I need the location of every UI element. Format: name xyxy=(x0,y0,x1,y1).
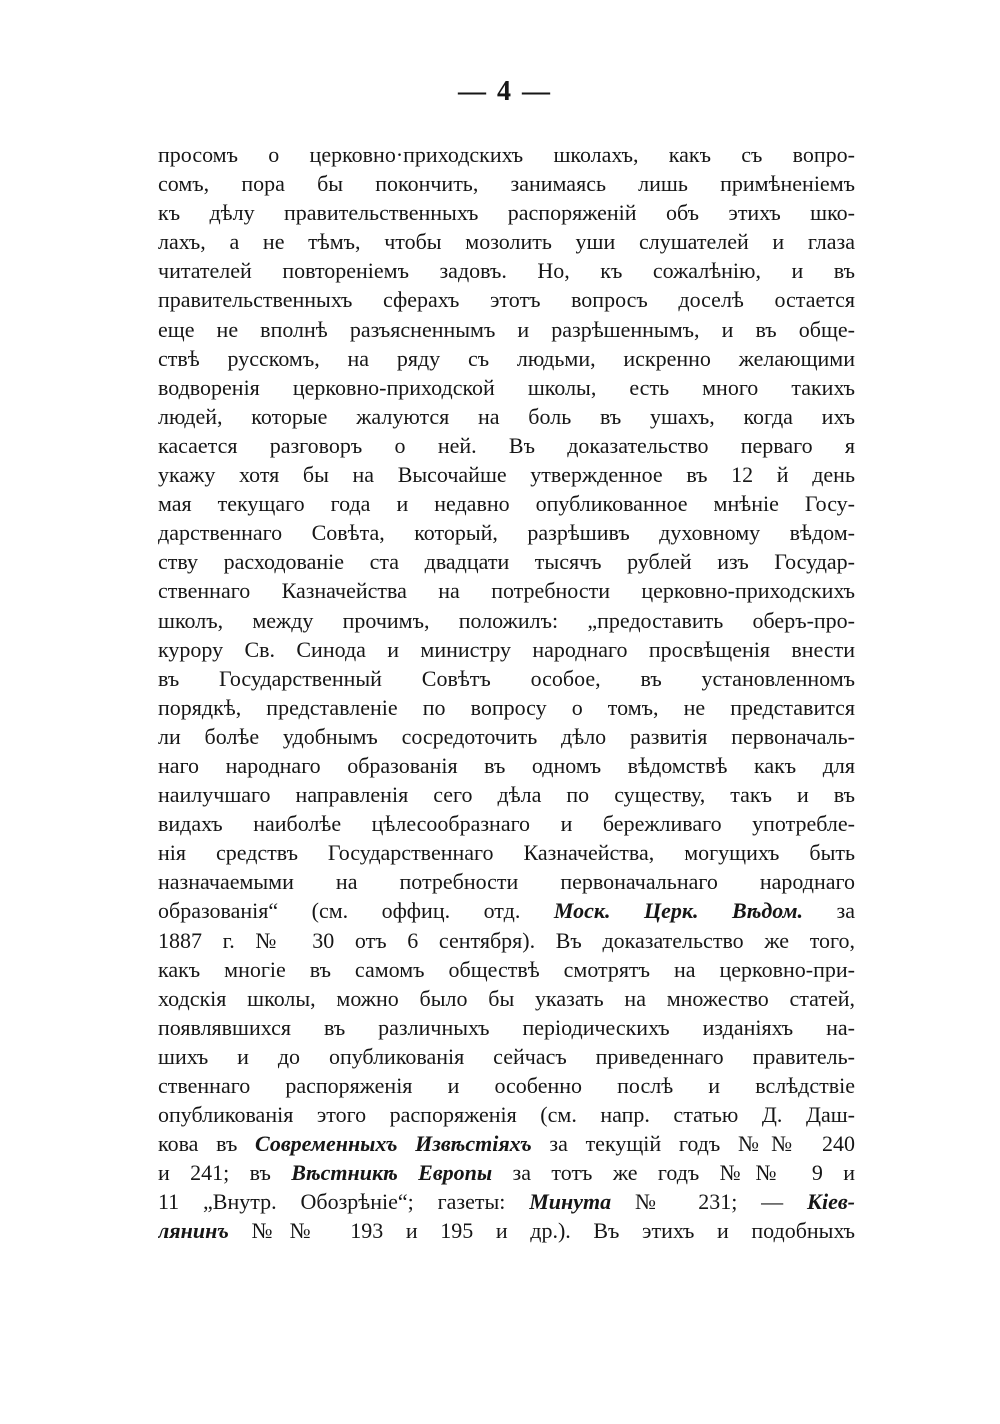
text-segment: читателей повтореніемъ задовъ. Но, къ сожалѣнію, и въ xyxy=(158,258,855,284)
text-line xyxy=(158,693,855,722)
text-segment: видахъ наиболѣе цѣлесообразнаго и бережливаго употребле- xyxy=(158,811,855,837)
text-line xyxy=(158,809,855,838)
text-line xyxy=(158,867,855,896)
text-line xyxy=(158,838,855,867)
text-segment: образованія“ (см. оффиц. отд. xyxy=(158,898,554,924)
text-line xyxy=(158,635,855,664)
text-segment: за тотъ же годъ №№ 9 и xyxy=(492,1160,855,1186)
text-segment: водворенія церковно-приходской школы, есть много такихъ xyxy=(158,374,855,400)
text-line xyxy=(158,1216,855,1245)
text-segment: сомъ, пора бы покончить, занимаясь лишь примѣненіемъ xyxy=(158,171,855,197)
text-segment: ственнаго Казначейства на потребности церковно-приходскихъ xyxy=(158,578,855,604)
text-line xyxy=(158,664,855,693)
text-line xyxy=(158,402,855,431)
text-line xyxy=(158,780,855,809)
text-segment: лахъ, а не тѣмъ, чтобы мозолить уши слушателей и глаза xyxy=(158,229,855,255)
italic-citation: Современныхъ Извѣстіяхъ xyxy=(255,1131,532,1157)
text-line xyxy=(158,1158,855,1187)
text-segment: курору Св. Синода и министру народнаго просвѣщенія внести xyxy=(158,636,855,662)
text-line xyxy=(158,373,855,402)
text-line xyxy=(158,751,855,780)
text-segment: появлявшихся въ различныхъ періодическихъ изданіяхъ на- xyxy=(158,1014,855,1040)
text-segment: правительственныхъ сферахъ этотъ вопросъ доселѣ остается xyxy=(158,287,855,313)
italic-citation: Минута xyxy=(529,1189,612,1215)
text-line xyxy=(158,315,855,344)
text-line xyxy=(158,460,855,489)
text-segment: шихъ и до опубликованія сейчасъ приведеннаго правитель- xyxy=(158,1043,855,1069)
text-line xyxy=(158,227,855,256)
text-segment: наго народнаго образованія въ одномъ вѣдомствѣ какъ для xyxy=(158,752,855,778)
text-line xyxy=(158,344,855,373)
text-line xyxy=(158,984,855,1013)
text-segment: какъ многіе въ самомъ обществѣ смотрятъ на церковно-при- xyxy=(158,956,855,982)
text-segment: ствѣ русскомъ, на ряду съ людьми, искренно желающими xyxy=(158,345,855,371)
text-segment: ли болѣе удобнымъ сосредоточить дѣло развитія первоначаль- xyxy=(158,723,855,749)
text-segment: и 241; въ xyxy=(158,1160,292,1186)
text-segment: мая текущаго года и недавно опубликованное мнѣніе Госу- xyxy=(158,491,855,517)
text-line xyxy=(158,198,855,227)
text-segment: 1887 г. № 30 отъ 6 сентября). Въ доказательство же того, xyxy=(158,927,855,953)
text-line xyxy=(158,722,855,751)
text-segment: въ Государственный Совѣтъ особое, въ установленномъ xyxy=(158,665,855,691)
text-segment: наилучшаго направленія сего дѣла по существу, такъ и въ xyxy=(158,782,855,808)
text-segment: людей, которые жалуются на боль въ ушахъ, когда ихъ xyxy=(158,403,855,429)
text-line xyxy=(158,1187,855,1216)
text-segment: порядкѣ, представленіе по вопросу о томъ, не представится xyxy=(158,694,855,720)
italic-citation: Моск. Церк. Вѣдом. xyxy=(553,898,804,924)
text-line xyxy=(158,606,855,635)
text-line xyxy=(158,518,855,547)
text-line xyxy=(158,576,855,605)
text-line xyxy=(158,896,855,925)
text-line xyxy=(158,1042,855,1071)
text-line xyxy=(158,431,855,460)
text-segment: ству расходованіе ста двадцати тысячъ рублей изъ Государ- xyxy=(158,549,855,575)
page-number-header: — 4 — xyxy=(458,76,552,107)
text-line xyxy=(158,955,855,984)
text-line xyxy=(158,169,855,198)
text-line xyxy=(158,1013,855,1042)
text-segment: укажу хотя бы на Высочайше утвержденное въ 12 й день xyxy=(158,462,855,488)
italic-citation: Вѣстникѣ Европы xyxy=(291,1160,493,1186)
text-segment: за текущій годъ №№ 240 xyxy=(531,1131,855,1157)
text-line xyxy=(158,926,855,955)
text-segment: №№ 193 и 195 и др.). Въ этихъ и подобныхъ xyxy=(228,1218,855,1244)
text-segment: еще не вполнѣ разъясненнымъ и разрѣшеннымъ, и въ обще- xyxy=(158,316,855,342)
text-segment: нія средствъ Государственнаго Казначейства, могущихъ быть xyxy=(158,840,855,866)
text-line xyxy=(158,140,855,169)
text-segment: за xyxy=(803,898,855,924)
text-line xyxy=(158,1071,855,1100)
text-segment: ственнаго распоряженія и особенно послѣ и вслѣдствіе xyxy=(158,1073,855,1098)
text-segment: ходскія школы, можно было бы указать на множество статей, xyxy=(158,985,855,1011)
text-segment: кова въ xyxy=(158,1131,256,1157)
text-segment: школъ, между прочимъ, положилъ: „предоставить оберъ-про- xyxy=(158,607,855,633)
text-segment: назначаемыми на потребности первоначальнаго народнаго xyxy=(158,869,855,895)
text-segment: касается разговоръ о ней. Въ доказательство перваго я xyxy=(158,432,855,458)
italic-citation: лянинъ xyxy=(158,1218,229,1244)
text-line xyxy=(158,285,855,314)
text-segment: № 231; — xyxy=(611,1189,808,1215)
text-segment: къ дѣлу правительственныхъ распоряженій объ этихъ шко- xyxy=(158,200,855,226)
text-segment: просомъ о церковно·приходскихъ школахъ, какъ съ вопро- xyxy=(158,142,855,167)
italic-citation: Кіев- xyxy=(807,1189,855,1215)
text-segment: дарственнаго Совѣта, который, разрѣшивъ духовному вѣдом- xyxy=(158,520,855,546)
body-text xyxy=(158,140,855,1246)
text-segment: опубликованія этого распоряженія (см. напр. статью Д. Даш- xyxy=(158,1102,855,1128)
text-segment: 11 „Внутр. Обозрѣніе“; газеты: xyxy=(158,1189,530,1215)
text-line xyxy=(158,547,855,576)
text-line xyxy=(158,1129,855,1158)
text-line xyxy=(158,1100,855,1129)
text-line xyxy=(158,489,855,518)
text-line xyxy=(158,256,855,285)
